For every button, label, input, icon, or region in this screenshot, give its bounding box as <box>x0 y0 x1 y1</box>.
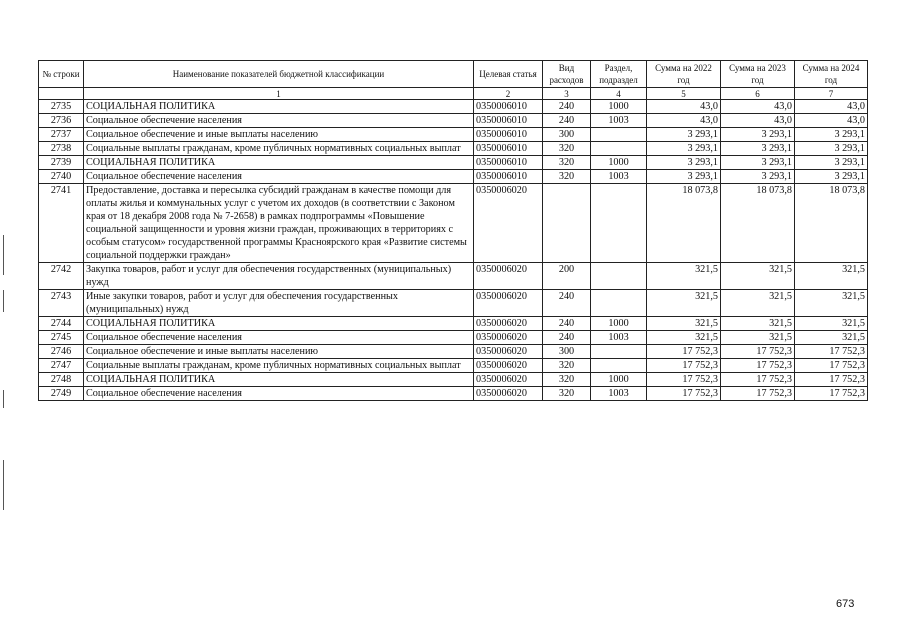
sum-2022-cell: 3 293,1 <box>647 128 721 142</box>
table-row <box>39 128 868 142</box>
target-article-cell: 0350006010 <box>474 128 543 142</box>
table-row <box>39 290 868 317</box>
expense-type-cell <box>543 184 591 263</box>
indicator-name-cell: Социальное обеспечение населения <box>84 387 474 401</box>
section-cell <box>591 142 647 156</box>
sum-2023-cell: 17 752,3 <box>721 373 795 387</box>
table-row <box>39 317 868 331</box>
target-article-cell: 0350006010 <box>474 170 543 184</box>
target-article-cell: 0350006020 <box>474 345 543 359</box>
sum-2024-cell: 321,5 <box>795 263 868 290</box>
row-number-cell: 2747 <box>39 359 84 373</box>
row-number-cell: 2745 <box>39 331 84 345</box>
sum-2023-cell: 3 293,1 <box>721 128 795 142</box>
expense-type-cell: 300 <box>543 345 591 359</box>
table-row <box>39 359 868 373</box>
column-number: 6 <box>721 88 795 100</box>
sum-2023-cell: 18 073,8 <box>721 184 795 263</box>
sum-2023-cell: 321,5 <box>721 290 795 317</box>
table-header-row <box>39 61 868 88</box>
expense-type-cell: 320 <box>543 142 591 156</box>
header-indicator-name: Наименование показателей бюджетной классификации <box>84 61 474 88</box>
indicator-name-cell: Предоставление, доставка и пересылка субсидий гражданам в качестве помощи для оплаты жилья и коммунальных услуг с учетом их доходов (в соответствии с Законом края от 18 декабря 2008 года № 7-2658) в рамках подпрограммы «Повышение социальной защищенности и уровня жизни граждан, проживающих в территориях с особым статусом» государственной программы Красноярского края «Развитие системы социальной поддержки граждан» <box>84 184 474 263</box>
expense-type-cell: 240 <box>543 331 591 345</box>
sum-2024-cell: 321,5 <box>795 317 868 331</box>
indicator-name-cell: Иные закупки товаров, работ и услуг для обеспечения государственных (муниципальных) нужд <box>84 290 474 317</box>
sum-2024-cell: 3 293,1 <box>795 142 868 156</box>
row-number-cell: 2748 <box>39 373 84 387</box>
table-row <box>39 114 868 128</box>
sum-2024-cell: 43,0 <box>795 100 868 114</box>
sum-2024-cell: 18 073,8 <box>795 184 868 263</box>
section-cell: 1000 <box>591 156 647 170</box>
target-article-cell: 0350006020 <box>474 184 543 263</box>
section-cell: 1000 <box>591 373 647 387</box>
indicator-name-cell: Социальное обеспечение населения <box>84 170 474 184</box>
expense-type-cell: 320 <box>543 359 591 373</box>
indicator-name-cell: Социальное обеспечение населения <box>84 114 474 128</box>
sum-2022-cell: 43,0 <box>647 114 721 128</box>
sum-2024-cell: 17 752,3 <box>795 345 868 359</box>
target-article-cell: 0350006010 <box>474 142 543 156</box>
expense-type-cell: 240 <box>543 114 591 128</box>
table-row <box>39 373 868 387</box>
indicator-name-cell: Социальные выплаты гражданам, кроме публичных нормативных социальных выплат <box>84 359 474 373</box>
sum-2022-cell: 18 073,8 <box>647 184 721 263</box>
section-cell <box>591 128 647 142</box>
target-article-cell: 0350006010 <box>474 100 543 114</box>
indicator-name-cell: СОЦИАЛЬНАЯ ПОЛИТИКА <box>84 373 474 387</box>
row-number-cell: 2739 <box>39 156 84 170</box>
sum-2022-cell: 43,0 <box>647 100 721 114</box>
scan-mark <box>3 235 4 275</box>
sum-2024-cell: 321,5 <box>795 331 868 345</box>
section-cell <box>591 184 647 263</box>
target-article-cell: 0350006020 <box>474 290 543 317</box>
expense-type-cell: 240 <box>543 100 591 114</box>
header-sum-2022: Сумма на 2022 год <box>647 61 721 88</box>
sum-2022-cell: 17 752,3 <box>647 373 721 387</box>
expense-type-cell: 240 <box>543 290 591 317</box>
row-number-cell: 2737 <box>39 128 84 142</box>
sum-2024-cell: 3 293,1 <box>795 170 868 184</box>
header-section: Раздел, подраздел <box>591 61 647 88</box>
sum-2023-cell: 321,5 <box>721 317 795 331</box>
column-number-row <box>39 88 868 100</box>
sum-2024-cell: 3 293,1 <box>795 128 868 142</box>
indicator-name-cell: СОЦИАЛЬНАЯ ПОЛИТИКА <box>84 156 474 170</box>
scan-edge-marks <box>3 0 6 639</box>
section-cell <box>591 263 647 290</box>
indicator-name-cell: Социальное обеспечение и иные выплаты населению <box>84 345 474 359</box>
target-article-cell: 0350006020 <box>474 331 543 345</box>
expense-type-cell: 320 <box>543 156 591 170</box>
expense-type-cell: 300 <box>543 128 591 142</box>
target-article-cell: 0350006020 <box>474 263 543 290</box>
row-number-cell: 2735 <box>39 100 84 114</box>
indicator-name-cell: Социальное обеспечение населения <box>84 331 474 345</box>
header-target-article: Целевая статья <box>474 61 543 88</box>
row-number-cell: 2740 <box>39 170 84 184</box>
sum-2023-cell: 43,0 <box>721 100 795 114</box>
section-cell <box>591 359 647 373</box>
sum-2024-cell: 17 752,3 <box>795 373 868 387</box>
table-body <box>39 100 868 401</box>
target-article-cell: 0350006020 <box>474 317 543 331</box>
section-cell: 1003 <box>591 114 647 128</box>
sum-2024-cell: 17 752,3 <box>795 359 868 373</box>
sum-2023-cell: 17 752,3 <box>721 345 795 359</box>
sum-2022-cell: 321,5 <box>647 317 721 331</box>
header-sum-2024: Сумма на 2024 год <box>795 61 868 88</box>
table-row <box>39 156 868 170</box>
table-row <box>39 100 868 114</box>
sum-2023-cell: 321,5 <box>721 331 795 345</box>
column-number: 2 <box>474 88 543 100</box>
scan-mark <box>3 390 4 408</box>
table-row <box>39 331 868 345</box>
sum-2022-cell: 321,5 <box>647 290 721 317</box>
target-article-cell: 0350006010 <box>474 114 543 128</box>
column-number: 5 <box>647 88 721 100</box>
sum-2023-cell: 17 752,3 <box>721 387 795 401</box>
sum-2023-cell: 3 293,1 <box>721 156 795 170</box>
sum-2022-cell: 17 752,3 <box>647 387 721 401</box>
target-article-cell: 0350006010 <box>474 156 543 170</box>
section-cell: 1003 <box>591 387 647 401</box>
target-article-cell: 0350006020 <box>474 387 543 401</box>
row-number-cell: 2741 <box>39 184 84 263</box>
table-row <box>39 170 868 184</box>
row-number-cell: 2744 <box>39 317 84 331</box>
section-cell: 1003 <box>591 331 647 345</box>
sum-2023-cell: 43,0 <box>721 114 795 128</box>
sum-2023-cell: 321,5 <box>721 263 795 290</box>
row-number-cell: 2749 <box>39 387 84 401</box>
section-cell <box>591 345 647 359</box>
page-number: 673 <box>836 598 855 610</box>
sum-2024-cell: 17 752,3 <box>795 387 868 401</box>
table-row <box>39 345 868 359</box>
sum-2024-cell: 321,5 <box>795 290 868 317</box>
column-number: 3 <box>543 88 591 100</box>
column-number: 7 <box>795 88 868 100</box>
scan-mark <box>3 460 4 510</box>
expense-type-cell: 320 <box>543 170 591 184</box>
expense-type-cell: 240 <box>543 317 591 331</box>
target-article-cell: 0350006020 <box>474 359 543 373</box>
sum-2024-cell: 43,0 <box>795 114 868 128</box>
table-row <box>39 263 868 290</box>
section-cell: 1000 <box>591 317 647 331</box>
sum-2022-cell: 3 293,1 <box>647 142 721 156</box>
header-sum-2023: Сумма на 2023 год <box>721 61 795 88</box>
sum-2024-cell: 3 293,1 <box>795 156 868 170</box>
sum-2022-cell: 321,5 <box>647 263 721 290</box>
indicator-name-cell: Социальное обеспечение и иные выплаты населению <box>84 128 474 142</box>
sum-2023-cell: 3 293,1 <box>721 142 795 156</box>
row-number-cell: 2738 <box>39 142 84 156</box>
section-cell: 1003 <box>591 170 647 184</box>
sum-2022-cell: 321,5 <box>647 331 721 345</box>
header-row-number: № строки <box>39 61 84 88</box>
target-article-cell: 0350006020 <box>474 373 543 387</box>
column-number: 4 <box>591 88 647 100</box>
scan-mark <box>3 290 4 312</box>
sum-2023-cell: 3 293,1 <box>721 170 795 184</box>
table-row <box>39 184 868 263</box>
section-cell: 1000 <box>591 100 647 114</box>
row-number-cell: 2742 <box>39 263 84 290</box>
expense-type-cell: 320 <box>543 387 591 401</box>
sum-2022-cell: 17 752,3 <box>647 345 721 359</box>
indicator-name-cell: Закупка товаров, работ и услуг для обеспечения государственных (муниципальных) нужд <box>84 263 474 290</box>
column-number <box>39 88 84 100</box>
expense-type-cell: 320 <box>543 373 591 387</box>
header-expense-type: Вид расходов <box>543 61 591 88</box>
sum-2022-cell: 3 293,1 <box>647 170 721 184</box>
table-row <box>39 142 868 156</box>
column-number: 1 <box>84 88 474 100</box>
sum-2022-cell: 3 293,1 <box>647 156 721 170</box>
budget-table <box>38 60 868 401</box>
table-row <box>39 387 868 401</box>
sum-2023-cell: 17 752,3 <box>721 359 795 373</box>
indicator-name-cell: СОЦИАЛЬНАЯ ПОЛИТИКА <box>84 317 474 331</box>
row-number-cell: 2743 <box>39 290 84 317</box>
row-number-cell: 2736 <box>39 114 84 128</box>
indicator-name-cell: СОЦИАЛЬНАЯ ПОЛИТИКА <box>84 100 474 114</box>
row-number-cell: 2746 <box>39 345 84 359</box>
section-cell <box>591 290 647 317</box>
sum-2022-cell: 17 752,3 <box>647 359 721 373</box>
indicator-name-cell: Социальные выплаты гражданам, кроме публичных нормативных социальных выплат <box>84 142 474 156</box>
expense-type-cell: 200 <box>543 263 591 290</box>
